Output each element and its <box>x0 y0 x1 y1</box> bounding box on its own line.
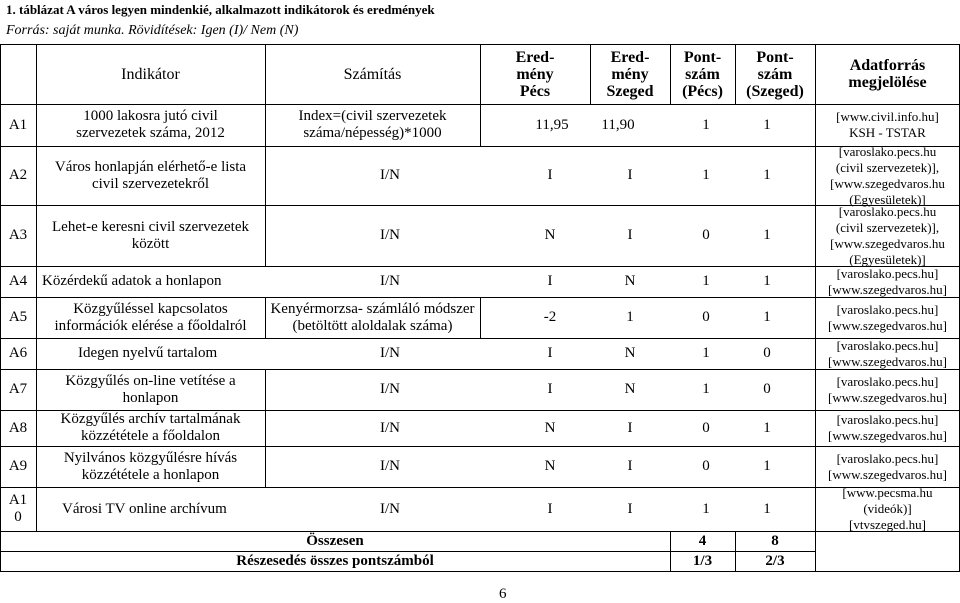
pts-pecs-a4: 1 <box>702 273 710 289</box>
calc-a2: I/N <box>380 167 400 183</box>
share-pecs: 1/3 <box>692 553 713 569</box>
res-pecs-a3: N <box>544 227 556 243</box>
res-szeged-a9: I <box>627 458 633 474</box>
pts-pecs-a9: 0 <box>702 458 710 474</box>
indicator-a2: Város honlapján elérhető-e lista civil szervezetekről <box>54 158 247 192</box>
header-result-szeged: Ered- mény Szeged <box>606 48 654 100</box>
pts-pecs-a5: 0 <box>702 309 710 325</box>
calc-a1: Index=(civil szervezetek száma/népesség)*1000 <box>298 108 447 141</box>
pts-pecs-a1: 1 <box>702 116 710 133</box>
src-a2: [varoslako.pecs.hu (civil szervezetek)], [www.szegedvaros.hu (Egyesületek)] <box>830 143 945 207</box>
src-a5: [varoslako.pecs.hu] [www.szegedvaros.hu] <box>827 301 947 333</box>
page-number: 6 <box>499 586 507 602</box>
indicator-a9: Nyilvános közgyűlésre hívás közzététele a honlapon <box>63 449 238 483</box>
row-id-a8: A8 <box>8 419 28 436</box>
header-points-pecs: Pont- szám (Pécs) <box>682 48 723 100</box>
header-result-pecs: Ered- mény Pécs <box>515 48 555 100</box>
pts-szeged-a2: 1 <box>763 167 771 183</box>
pts-szeged-a8: 1 <box>763 419 771 436</box>
src-a9: [varoslako.pecs.hu] [www.szegedvaros.hu] <box>827 450 947 482</box>
pts-szeged-a5: 1 <box>763 309 771 325</box>
src-a3: [varoslako.pecs.hu (civil szervezetek)], [www.szegedvaros.hu (Egyesületek)] <box>830 203 945 267</box>
res-pecs-a10: I <box>547 500 553 517</box>
res-szeged-a3: I <box>627 227 633 243</box>
indicator-a1: 1000 lakosra jutó civil szervezetek száma, 2012 <box>76 108 225 141</box>
res-szeged-a10: I <box>627 500 633 517</box>
src-a7: [varoslako.pecs.hu] [www.szegedvaros.hu] <box>827 373 947 405</box>
total-pecs: 4 <box>698 532 707 549</box>
share-szeged: 2/3 <box>765 553 785 569</box>
res-pecs-a5: -2 <box>543 309 557 325</box>
row-id-a5: A5 <box>8 309 28 325</box>
row-id-a10: A1 0 <box>8 492 28 525</box>
res-pecs-a1: 11,95 <box>535 116 569 133</box>
indicator-a7: Közgyűlés on-line vetítése a honlapon <box>65 372 236 406</box>
pts-pecs-a7: 1 <box>702 381 710 397</box>
pts-pecs-a10: 1 <box>702 500 710 517</box>
total-szeged: 8 <box>771 532 779 549</box>
pts-szeged-a3: 1 <box>763 227 771 243</box>
row-id-a9: A9 <box>8 458 28 474</box>
row-id-a3: A3 <box>8 227 28 243</box>
header-points-szeged: Pont- szám (Szeged) <box>746 48 804 100</box>
pts-szeged-a1: 1 <box>763 116 771 133</box>
calc-a6: I/N <box>380 345 400 361</box>
table-caption: 1. táblázat A város legyen mindenkié, alkalmazott indikátorok és eredmények <box>6 2 435 17</box>
res-szeged-a6: N <box>624 345 636 361</box>
res-pecs-a4: I <box>547 273 553 289</box>
row-id-a7: A7 <box>8 381 28 397</box>
res-szeged-a5: 1 <box>626 309 634 325</box>
header-indicator: Indikátor <box>121 65 180 83</box>
calc-a7: I/N <box>380 381 400 397</box>
total-label: Összesen <box>306 532 364 549</box>
share-label: Részesedés összes pontszámból <box>236 553 434 569</box>
source-note: Forrás: saját munka. Rövidítések: Igen (I)/ Nem (N) <box>6 23 299 38</box>
pts-pecs-a8: 0 <box>702 419 710 436</box>
row-id-a2: A2 <box>8 167 28 183</box>
pts-pecs-a2: 1 <box>702 167 710 183</box>
res-szeged-a1: 11,90 <box>601 116 635 133</box>
indicator-a8: Közgyűlés archív tartalmának közzététele a főoldalon <box>60 411 241 444</box>
indicator-a5: Közgyűléssel kapcsolatos információk elérése a főoldalról <box>54 300 247 334</box>
indicator-a10: Városi TV online archívum <box>62 500 227 517</box>
res-szeged-a8: I <box>627 419 633 436</box>
calc-a3: I/N <box>380 227 400 243</box>
header-data-source: Adatforrás megjelölése <box>848 57 927 91</box>
res-pecs-a7: I <box>547 381 553 397</box>
res-szeged-a4: N <box>624 273 636 289</box>
calc-a4: I/N <box>380 273 400 289</box>
res-pecs-a9: N <box>544 458 556 474</box>
indicator-a4: Közérdekű adatok a honlapon <box>42 273 222 289</box>
pts-pecs-a3: 0 <box>702 227 710 243</box>
res-szeged-a2: I <box>627 167 633 183</box>
res-szeged-a7: N <box>624 381 636 397</box>
row-id-a6: A6 <box>8 345 28 361</box>
indicator-a6: Idegen nyelvű tartalom <box>78 345 218 361</box>
pts-szeged-a4: 1 <box>763 273 771 289</box>
src-a4: [varoslako.pecs.hu] [www.szegedvaros.hu] <box>827 265 947 297</box>
res-pecs-a2: I <box>547 167 553 183</box>
row-id-a4: A4 <box>8 273 28 289</box>
header-calculation: Számítás <box>343 65 402 83</box>
pts-szeged-a9: 1 <box>763 458 771 474</box>
indicator-a3: Lehet-e keresni civil szervezetek között <box>52 218 249 252</box>
src-a10: [www.pecsma.hu (videók)] [vtvszeged.hu] <box>842 485 933 532</box>
calc-a8: I/N <box>380 419 400 436</box>
calc-a5: Kenyérmorzsa- számláló módszer (betöltött aloldalak száma) <box>270 300 475 334</box>
src-a1: [www.civil.info.hu] KSH - TSTAR <box>836 109 939 140</box>
src-a8: [varoslako.pecs.hu] [www.szegedvaros.hu] <box>827 412 947 443</box>
pts-szeged-a7: 0 <box>763 381 771 397</box>
pts-szeged-a6: 0 <box>763 345 771 361</box>
pts-pecs-a6: 1 <box>702 345 710 361</box>
res-pecs-a8: N <box>544 419 556 436</box>
res-pecs-a6: I <box>547 345 553 361</box>
calc-a9: I/N <box>380 458 400 474</box>
row-id-a1: A1 <box>8 116 28 133</box>
src-a6: [varoslako.pecs.hu] [www.szegedvaros.hu] <box>827 337 947 369</box>
pts-szeged-a10: 1 <box>763 500 771 517</box>
calc-a10: I/N <box>380 500 400 517</box>
